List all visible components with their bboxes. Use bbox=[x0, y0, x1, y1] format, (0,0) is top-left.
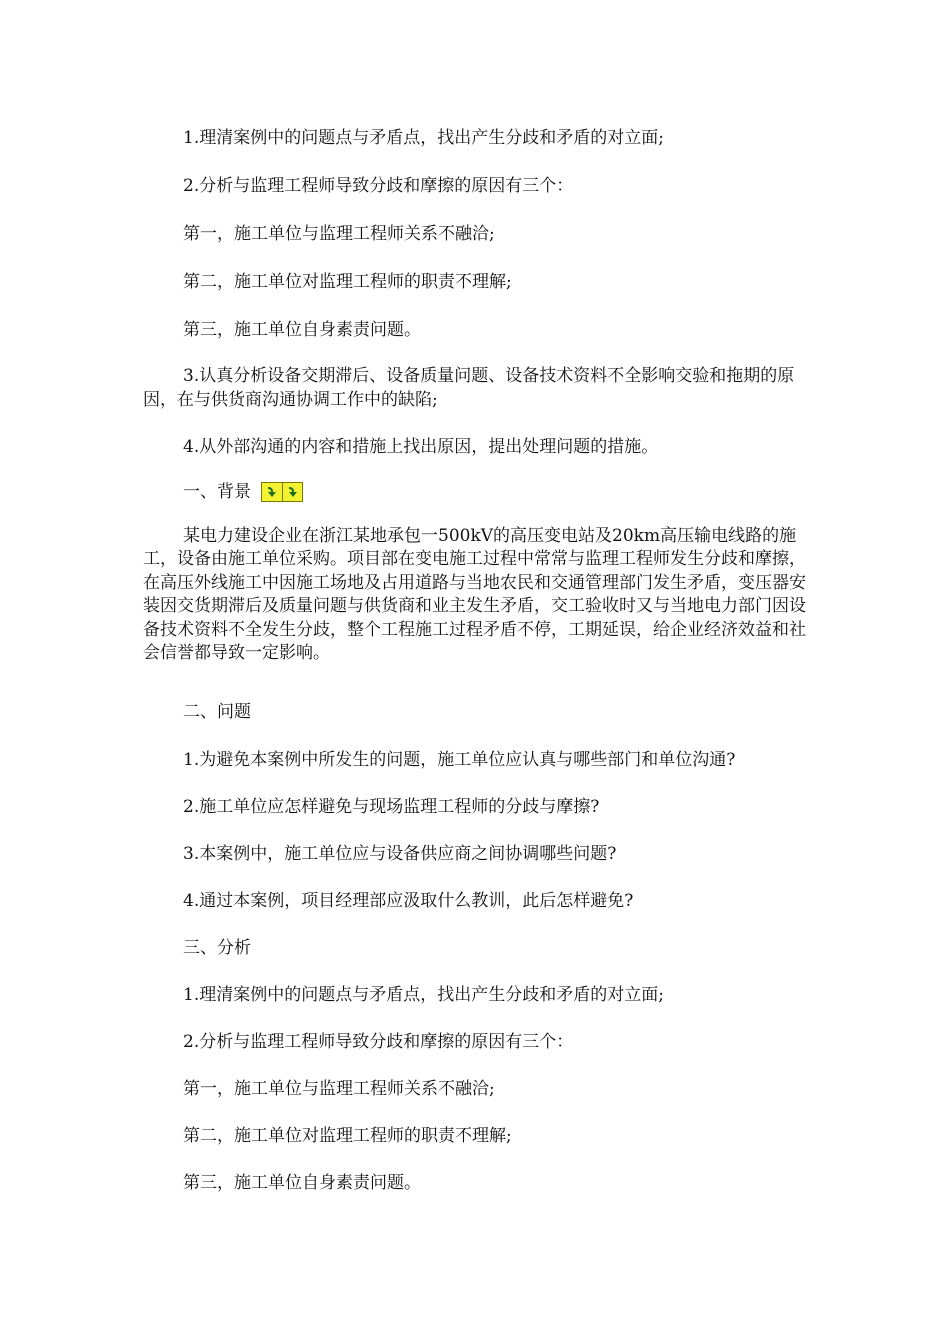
paragraph-background-body: 某电力建设企业在浙江某地承包一500kV的高压变电站及20km高压输电线路的施工，设备由施工单位采购。项目部在变电施工过程中常常与监理工程师发生分歧和摩擦，在高压外线施工中因施工场地及占用道路与当地农民和交通管理部门发生矛盾，变压器安装因交货期滞后及质量问题与供货商和业主发生矛盾，交工验收时又与当地电力部门因设备技术资料不全发生分歧，整个工程施工过程矛盾不停，工期延误，给企业经济效益和社会信誉都导致一定影响。 bbox=[143, 526, 806, 664]
section-title-questions: 二、问题 bbox=[183, 702, 251, 722]
paragraph-intro-4: 第二，施工单位对监理工程师的职责不理解; bbox=[183, 272, 512, 292]
question-item-1: 1.为避免本案例中所发生的问题，施工单位应认真与哪些部门和单位沟通? bbox=[183, 750, 736, 770]
paragraph-intro-1: 1.理清案例中的问题点与矛盾点，找出产生分歧和矛盾的对立面; bbox=[183, 128, 664, 148]
analysis-item-5: 第三，施工单位自身素责问题。 bbox=[183, 1173, 421, 1193]
analysis-item-3: 第一，施工单位与监理工程师关系不融洽; bbox=[183, 1079, 495, 1099]
paragraph-intro-7: 4.从外部沟通的内容和措施上找出原因，提出处理问题的措施。 bbox=[183, 437, 659, 457]
question-item-4: 4.通过本案例，项目经理部应汲取什么教训，此后怎样避免? bbox=[183, 891, 634, 911]
analysis-item-1: 1.理清案例中的问题点与矛盾点，找出产生分歧和矛盾的对立面; bbox=[183, 985, 664, 1005]
question-item-2: 2.施工单位应怎样避免与现场监理工程师的分歧与摩擦? bbox=[183, 797, 600, 817]
analysis-item-2: 2.分析与监理工程师导致分歧和摩擦的原因有三个： bbox=[183, 1032, 574, 1052]
paragraph-intro-6: 3.认真分析设备交期滞后、设备质量问题、设备技术资料不全影响交验和拖期的原因，在与供货商沟通协调工作中的缺陷; bbox=[143, 366, 795, 410]
question-item-3: 3.本案例中，施工单位应与设备供应商之间协调哪些问题? bbox=[183, 844, 617, 864]
paragraph-intro-3: 第一，施工单位与监理工程师关系不融洽; bbox=[183, 224, 495, 244]
analysis-item-4: 第二，施工单位对监理工程师的职责不理解; bbox=[183, 1126, 512, 1146]
section-heading-background bbox=[183, 480, 303, 504]
arrow-icon[interactable] bbox=[282, 483, 302, 501]
paragraph-intro-5: 第三，施工单位自身素责问题。 bbox=[183, 320, 421, 340]
paragraph-intro-2: 2.分析与监理工程师导致分歧和摩擦的原因有三个： bbox=[183, 176, 574, 196]
arrow-icon[interactable] bbox=[262, 483, 282, 501]
section-title-background: 一、背景 bbox=[183, 482, 251, 502]
section-title-analysis: 三、分析 bbox=[183, 938, 251, 958]
nav-icon-group bbox=[261, 482, 303, 502]
